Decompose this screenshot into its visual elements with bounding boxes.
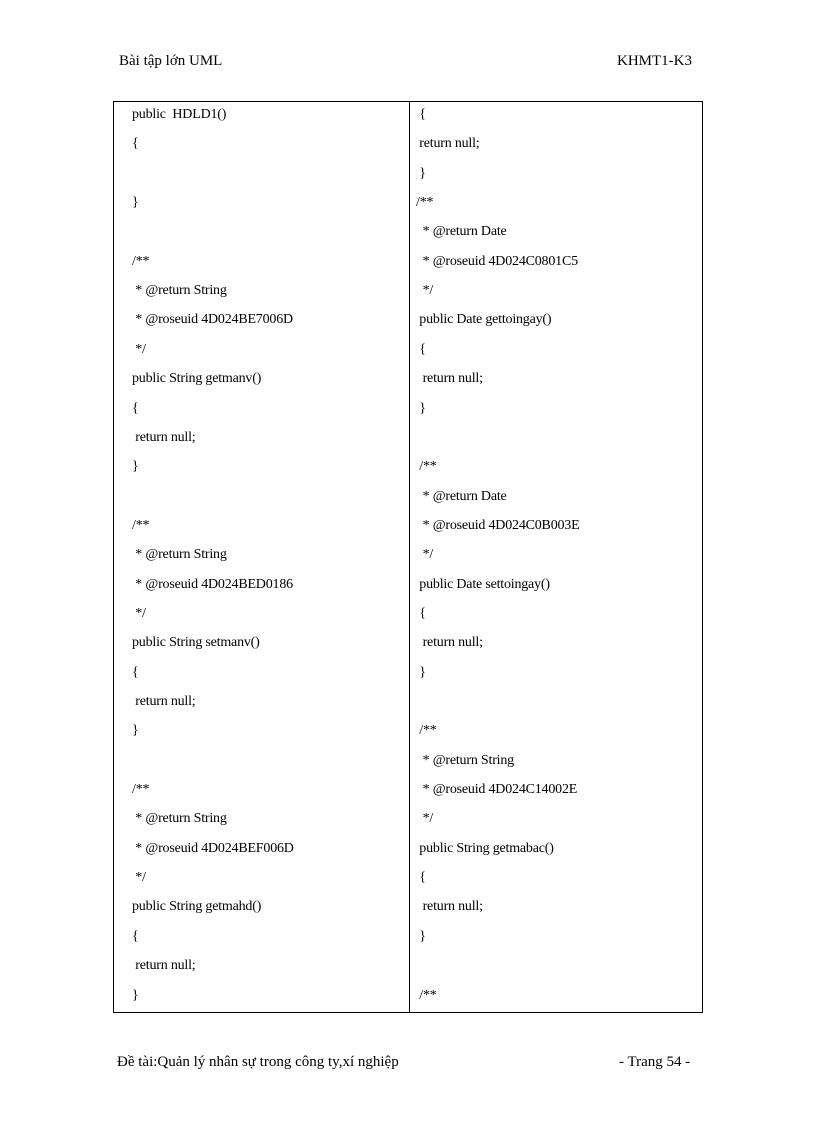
code-line: * @return String [132,283,227,299]
code-line: * @return Date [416,224,507,240]
header-class-code: KHMT1-K3 [617,53,692,69]
code-line: return null; [416,899,483,915]
code-line: return null; [132,429,196,445]
code-line: /** [132,253,150,269]
code-line: { [132,136,139,152]
code-line: } [132,723,139,739]
code-line: * @return String [132,547,227,563]
code-line: { [132,400,139,416]
code-line: * @roseuid 4D024BE7006D [132,312,293,328]
code-line: * @return String [416,752,514,768]
code-line: * @roseuid 4D024C14002E [416,782,578,798]
code-line: */ [132,605,146,621]
footer-topic: Đề tài:Quản lý nhân sự trong công ty,xí nghiệp [117,1054,399,1070]
code-line: return null; [416,635,483,651]
code-line: } [132,195,139,211]
code-line: */ [416,811,434,827]
code-line: /** [416,723,437,739]
code-line: /** [416,459,437,475]
code-line: * @roseuid 4D024C0801C5 [416,253,578,269]
column-divider [409,102,410,1012]
code-line: * @roseuid 4D024BED0186 [132,576,293,592]
code-line: } [416,928,426,944]
code-line: * @return Date [416,488,507,504]
code-line: public String getmahd() [132,899,262,915]
code-line: } [416,664,426,680]
code-line: } [416,400,426,416]
code-line: { [416,341,426,357]
code-line: public String getmabac() [416,840,554,856]
code-line: /** [132,782,150,798]
code-line: { [132,928,139,944]
code-line: } [416,165,426,181]
code-line: { [416,605,426,621]
code-line: public Date settoingay() [416,576,550,592]
code-line: { [416,870,426,886]
code-line: * @roseuid 4D024C0B003E [416,517,580,533]
code-line: return null; [416,136,480,152]
code-line: public Date gettoingay() [416,312,552,328]
code-table [113,101,703,1013]
code-line: { [416,107,426,122]
code-line: public HDLD1() [132,107,227,122]
code-line: public String getmanv() [132,371,262,387]
code-line: /** [416,987,437,1003]
code-line: * @roseuid 4D024BEF006D [132,840,294,856]
header-title: Bài tập lớn UML [119,53,223,69]
code-line: * @return String [132,811,227,827]
code-line: */ [132,870,146,886]
code-line: */ [416,547,434,563]
footer-page-number: - Trang 54 - [619,1054,691,1070]
code-line: /** [416,195,434,211]
code-line: */ [132,341,146,357]
code-line: } [132,987,139,1003]
code-line: /** [132,517,150,533]
code-line: { [132,664,139,680]
code-line: return null; [132,958,196,974]
code-line: } [132,459,139,475]
code-line: */ [416,283,434,299]
code-line: return null; [416,371,483,387]
code-line: public String setmanv() [132,635,260,651]
code-line: return null; [132,694,196,709]
